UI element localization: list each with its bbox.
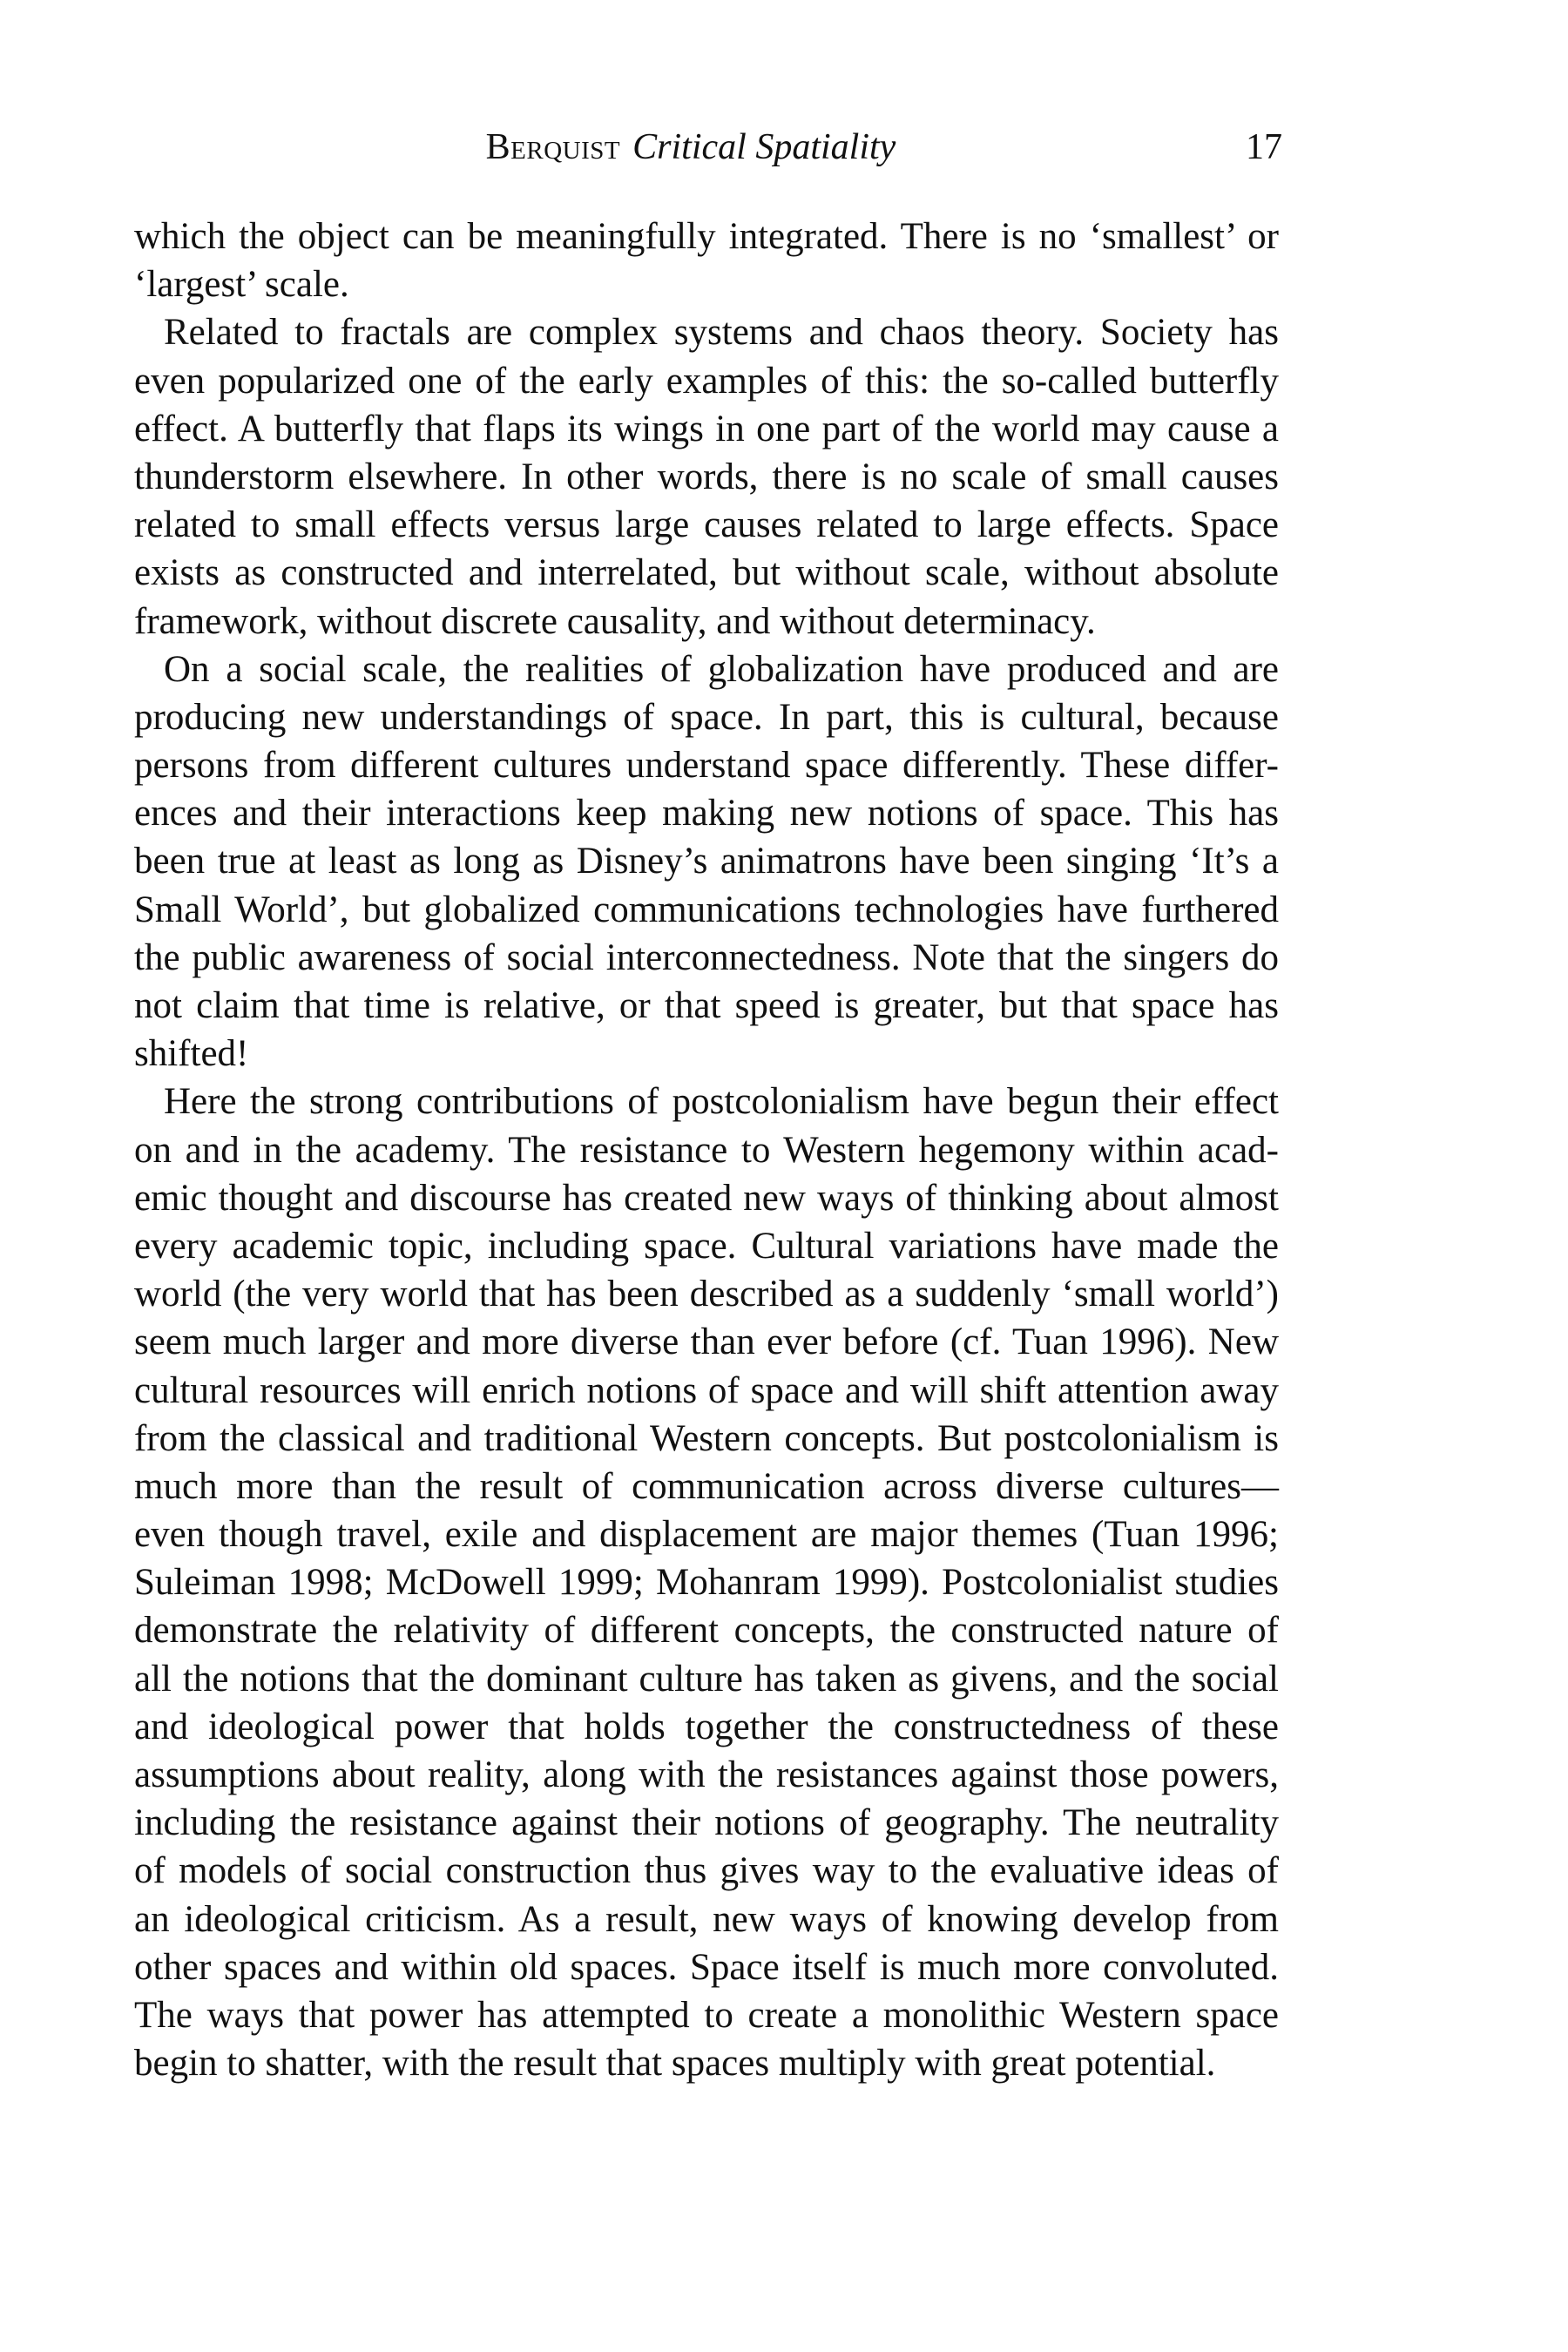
text-line: begin to shatter, with the result that spaces multiply with great potential. bbox=[134, 2043, 1216, 2085]
text-line: Related to fractals are complex systems and chaos theory. Society has bbox=[164, 312, 1279, 354]
text-line: related to small effects versus large causes related to large effects. Space bbox=[134, 504, 1279, 546]
text-line: the public awareness of social interconnectedness. Note that the singers do bbox=[134, 936, 1279, 978]
text-line: assumptions about reality, along with the resistances against those powers, bbox=[134, 1754, 1279, 1795]
author-name: Berquist bbox=[485, 127, 621, 167]
text-line: been true at least as long as Disney’s animatrons have been singing ‘It’s a bbox=[134, 841, 1279, 882]
text-line: much more than the result of communication across diverse cultures— bbox=[134, 1465, 1279, 1507]
text-line: seem much larger and more diverse than ever before (cf. Tuan 1996). New bbox=[134, 1321, 1279, 1363]
running-head bbox=[134, 125, 1282, 169]
text-line: an ideological criticism. As a result, new ways of knowing develop from bbox=[134, 1898, 1279, 1940]
text-line: which the object can be meaningfully integrated. There is no ‘smallest’ or bbox=[134, 216, 1279, 257]
text-line: including the resistance against their notions of geography. The neutrality bbox=[134, 1802, 1279, 1844]
text-line: on and in the academy. The resistance to Western hegemony within acad- bbox=[134, 1129, 1279, 1171]
text-line: effect. A butterfly that flaps its wings in one part of the world may cause a bbox=[134, 408, 1279, 449]
text-line: On a social scale, the realities of globalization have produced and are bbox=[164, 648, 1279, 690]
text-line: of models of social construction thus gives way to the evaluative ideas of bbox=[134, 1850, 1279, 1892]
text-line: even popularized one of the early examples of this: the so-called butterfly bbox=[134, 360, 1279, 402]
text-line: Suleiman 1998; McDowell 1999; Mohanram 1999). Postcolonialist studies bbox=[134, 1562, 1279, 1604]
text-line: all the notions that the dominant culture has taken as givens, and the social bbox=[134, 1658, 1279, 1700]
text-line: and ideological power that holds together the constructedness of these bbox=[134, 1706, 1279, 1747]
paragraph-3 bbox=[134, 645, 1279, 1078]
text-line: not claim that time is relative, or that speed is greater, but that space has bbox=[134, 985, 1279, 1026]
text-line: other spaces and within old spaces. Space itself is much more convoluted. bbox=[134, 1946, 1279, 1988]
paragraph-1 bbox=[134, 213, 1279, 308]
text-line: ‘largest’ scale. bbox=[134, 264, 349, 306]
text-line: framework, without discrete causality, and without determinacy. bbox=[134, 600, 1096, 642]
text-line: emic thought and discourse has created new ways of thinking about almost bbox=[134, 1177, 1279, 1219]
text-line: world (the very world that has been described as a suddenly ‘small world’) bbox=[134, 1274, 1279, 1315]
paragraph-4 bbox=[134, 1078, 1279, 2087]
text-line: from the classical and traditional Western concepts. But postcolonialism is bbox=[134, 1417, 1279, 1459]
body-text bbox=[134, 213, 1279, 2087]
text-line: shifted! bbox=[134, 1033, 249, 1075]
text-line: thunderstorm elsewhere. In other words, there is no scale of small causes bbox=[134, 456, 1279, 497]
text-line: every academic topic, including space. Cultural variations have made the bbox=[134, 1225, 1279, 1267]
text-line: Small World’, but globalized communications technologies have furthered bbox=[134, 889, 1279, 930]
text-line: The ways that power has attempted to create a monolithic Western space bbox=[134, 1994, 1279, 2036]
text-line: exists as constructed and interrelated, but without scale, without absolute bbox=[134, 552, 1279, 594]
running-head-title-group bbox=[134, 125, 1282, 169]
paragraph-2 bbox=[134, 308, 1279, 645]
text-line: ences and their interactions keep making new notions of space. This has bbox=[134, 793, 1279, 835]
text-line: demonstrate the relativity of different concepts, the constructed nature of bbox=[134, 1610, 1279, 1652]
article-title: Critical Spatiality bbox=[632, 127, 896, 167]
text-line: even though travel, exile and displacement are major themes (Tuan 1996; bbox=[134, 1514, 1279, 1556]
text-line: persons from different cultures understand space differently. These differ- bbox=[134, 745, 1279, 787]
page-number: 17 bbox=[1246, 127, 1282, 167]
text-line: cultural resources will enrich notions of space and will shift attention away bbox=[134, 1369, 1279, 1411]
text-line: producing new understandings of space. In part, this is cultural, because bbox=[134, 696, 1279, 738]
text-line: Here the strong contributions of postcolonialism have begun their effect bbox=[164, 1081, 1279, 1123]
